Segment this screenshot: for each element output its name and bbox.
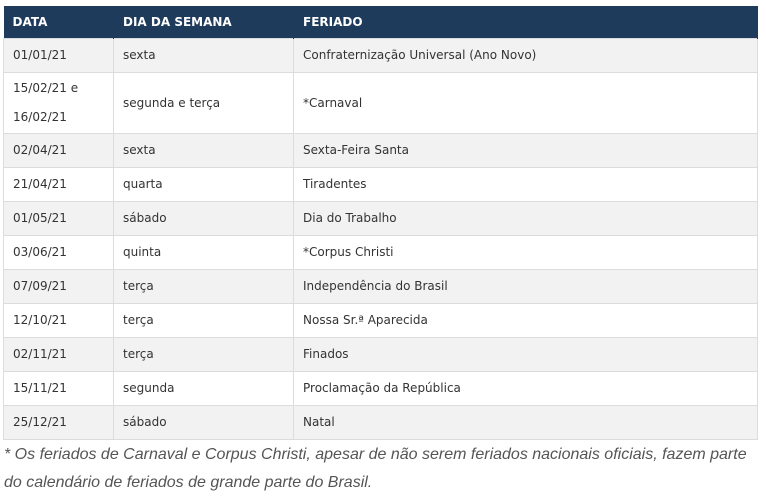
- cell-weekday: sábado: [114, 202, 294, 236]
- cell-weekday: quinta: [114, 236, 294, 270]
- cell-holiday: Natal: [294, 406, 758, 440]
- holidays-table: [3, 6, 758, 440]
- cell-holiday: Dia do Trabalho: [294, 202, 758, 236]
- cell-date: 01/05/21: [4, 202, 114, 236]
- table-row: [4, 406, 758, 440]
- cell-weekday: terça: [114, 270, 294, 304]
- cell-weekday: sábado: [114, 406, 294, 440]
- cell-date: 15/02/21 e 16/02/21: [4, 73, 114, 134]
- cell-weekday: segunda e terça: [114, 73, 294, 134]
- cell-date: 03/06/21: [4, 236, 114, 270]
- table-header: [4, 6, 758, 39]
- table-row: [4, 168, 758, 202]
- cell-weekday: terça: [114, 304, 294, 338]
- cell-holiday: Tiradentes: [294, 168, 758, 202]
- cell-date: 15/11/21: [4, 372, 114, 406]
- cell-weekday: sexta: [114, 39, 294, 73]
- cell-holiday: Nossa Sr.ª Aparecida: [294, 304, 758, 338]
- cell-date: 21/04/21: [4, 168, 114, 202]
- cell-weekday: terça: [114, 338, 294, 372]
- cell-holiday: *Corpus Christi: [294, 236, 758, 270]
- cell-date: 02/11/21: [4, 338, 114, 372]
- table-row: [4, 338, 758, 372]
- table-row: [4, 73, 758, 134]
- cell-date: 01/01/21: [4, 39, 114, 73]
- header-date: DATA: [4, 6, 114, 39]
- table-row: [4, 270, 758, 304]
- cell-holiday: Confraternização Universal (Ano Novo): [294, 39, 758, 73]
- table-row: [4, 372, 758, 406]
- table-body: [4, 39, 758, 440]
- cell-date: 02/04/21: [4, 134, 114, 168]
- cell-holiday: Sexta-Feira Santa: [294, 134, 758, 168]
- footnote: * Os feriados de Carnaval e Corpus Christi, apesar de não serem feriados nacionais oficiais, fazem parte do calendário de feriados de grande parte do Brasil.: [4, 446, 747, 491]
- cell-holiday: Finados: [294, 338, 758, 372]
- header-weekday: DIA DA SEMANA: [114, 6, 294, 39]
- header-row: [4, 6, 758, 39]
- table-row: [4, 202, 758, 236]
- table-row: [4, 236, 758, 270]
- table-row: [4, 39, 758, 73]
- cell-holiday: Independência do Brasil: [294, 270, 758, 304]
- cell-holiday: *Carnaval: [294, 73, 758, 134]
- cell-holiday: Proclamação da República: [294, 372, 758, 406]
- cell-date: 07/09/21: [4, 270, 114, 304]
- cell-weekday: sexta: [114, 134, 294, 168]
- cell-date: 12/10/21: [4, 304, 114, 338]
- header-holiday: FERIADO: [294, 6, 758, 39]
- table-row: [4, 134, 758, 168]
- cell-date: 25/12/21: [4, 406, 114, 440]
- table-row: [4, 304, 758, 338]
- cell-weekday: quarta: [114, 168, 294, 202]
- cell-weekday: segunda: [114, 372, 294, 406]
